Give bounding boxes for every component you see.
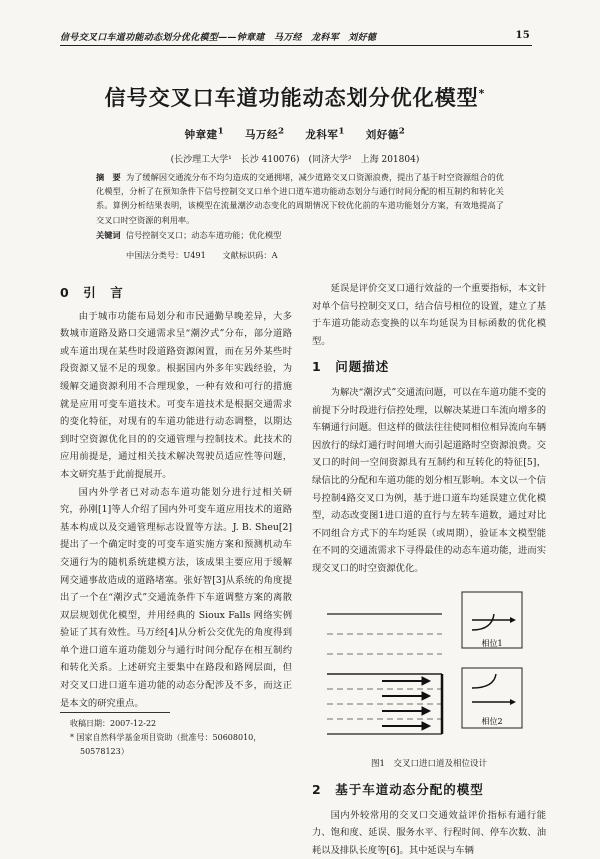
phase1-label: 相位1 — [481, 638, 503, 648]
section-heading-model: 2 基于车道动态分配的模型 — [312, 782, 484, 798]
title-footnote-mark: * — [478, 87, 486, 100]
clc-number: 中国法分类号：U491 — [126, 250, 206, 260]
phase2-label: 相位2 — [481, 716, 503, 726]
arrow-head — [510, 699, 516, 705]
header-rule — [60, 45, 532, 46]
keywords-text: 信号控制交叉口；动态车道功能；优化模型 — [125, 229, 282, 240]
author: 马万经$^2$ — [245, 126, 285, 141]
author: 钟章建$^1$ — [184, 126, 225, 141]
author: 龙科军$^1$ — [305, 126, 345, 141]
arrow-head — [422, 692, 430, 700]
received-date: 收稿日期：2007-12-22 — [70, 719, 157, 728]
running-header — [60, 30, 530, 44]
intersection-figure — [322, 584, 532, 752]
arrow-head — [422, 677, 430, 685]
paragraph: 由于城市功能布局划分和市民通勤早晚差异，大多数城市道路及路口交通需求呈“潮汐式”分布，部分道路或车道出现在某些时段道路资源闲置，而在另外某些时段资源又显不足的现象。根据国内外多年实践经验，为缓解交通资源利用不合理现象，一种有效和可行的措施就是应用可变车道技术。可变车道技术是根据交通需求的变化特征，对现有的车道功能进行动态调整，以期达到时空资源优化目的的交通管理与控制技术。此技术的应用前提是，通过相关技术解决驾驶员适应性等问题，本文研究基于此前提展开。 — [60, 310, 292, 480]
figure-caption: 图1 交叉口进口道及相位设计 — [371, 758, 487, 769]
paper-title-text: 信号交叉口车道功能动态划分优化模型 — [104, 86, 479, 110]
document-code: 文献标识码：A — [222, 250, 278, 260]
author: 刘好德$^2$ — [365, 126, 406, 141]
funding-note: * 国家自然科学基金项目资助（批准号：50608010，50578123） — [70, 733, 262, 756]
running-title: 信号交叉口车道功能动态划分优化模型——钟章建 马万经 龙科军 刘好德 — [60, 33, 377, 43]
footnote-rule — [60, 712, 170, 713]
footnotes — [60, 712, 292, 759]
arrow-head — [510, 617, 516, 623]
classification-line — [126, 250, 506, 261]
lane-arrows — [382, 677, 430, 730]
author-list — [60, 126, 530, 142]
section-heading-introduction: 0 引 言 — [60, 285, 124, 300]
left-column — [60, 280, 292, 712]
phase2-left-turn — [472, 674, 496, 688]
right-column — [312, 280, 546, 859]
paragraph: 国内外学者已对动态车道功能划分进行过相关研究，孙刚[1]等人介绍了国内外可变车道应用技术的道路基本构成以及交通管理标志设置等方法。J. B. Sheu[2]提出了一个确定时变的可变车道实施方案和预测机动车交通行为的随机系统建模方法，该成果主要应用于缓解网交通事故造成的道路堵塞。张好智[3]从系统的角度提出了一个在“潮汐式”交通流条件下车道调整方案的离散双层规划优化模型，并用经典的 Sioux Falls 网络实例验证了其有效性。马万经[4]从分析公交优先的角度得到单个进口道车道功能划分与通行时间分配存在相互制约和转化关系。上述研究主要集中在路段和路网层面，但对交叉口进口道车道功能的动态分配涉及不多，而这正是本文的研究重点。 — [60, 486, 292, 709]
paragraph: 为解决“潮汐式”交通流问题，可以在车道功能不变的前提下分时段进行信控处理，以解决某进口车流向增多的车辆通行问题。但这样的做法往往使同相位相异流向车辆因放行的绿灯通行时间增大而引起道路时空资源浪费。交叉口的时间一空间资源具有互制约和互转化的特征[5]，绿信比的分配和车道功能的划分相互影响。本文以一个信号控制4路交叉口为例，基于进口道车均延误建立优化模型，动态改变图1进口道的直行与左转车道数，通过对比不同组合方式下的车均延误（或周期），验证本文模型能在不同的交通流需求下寻得最佳的动态车道功能，进而实现交叉口的时空资源优化。 — [312, 386, 546, 574]
arrow-head — [422, 707, 430, 715]
keywords-label: 关键词 — [96, 229, 121, 240]
paper-title — [60, 82, 530, 112]
paragraph: 国内外较常用的交叉口交通效益评价指标有通行能力、饱和度、延误、服务水平、行程时间、停车次数、油耗以及排队长度等[6]。其中延误与车辆 — [312, 809, 546, 856]
page-number: 15 — [515, 30, 530, 41]
arrow-head — [422, 722, 430, 730]
section-heading-problem: 1 问题描述 — [312, 359, 390, 375]
paragraph: 延误是评价交叉口通行效益的一个重要指标，本文针对单个信号控制交叉口，结合信号相位的设置，建立了基于车道功能动态变换的以车均延误为目标函数的优化模型。 — [312, 283, 546, 347]
affiliations: (长沙理工大学¹ 长沙 410076) (同济大学² 上海 201804) — [170, 155, 420, 165]
abstract — [96, 170, 504, 242]
phase1-left-turn — [472, 614, 494, 630]
abstract-label: 摘 要 — [96, 172, 121, 182]
abstract-text: 为了缓解因交通流分布不均匀造成的交通拥堵，减少道路交叉口资源浪费，提出了基于时空资源组合的优化模型，分析了在预知条件下信号控制交叉口单个进口道车道功能动态划分与通行时间分配的相互制约和转化关系。算例分析结果表明，该模型在流量潮汐动态变化的周期情况下较优化前的车道功能划分方案，有效地提高了交叉口时空资源的利用率。 — [96, 172, 504, 225]
intersection-diagram — [322, 584, 532, 752]
keywords — [96, 228, 504, 242]
